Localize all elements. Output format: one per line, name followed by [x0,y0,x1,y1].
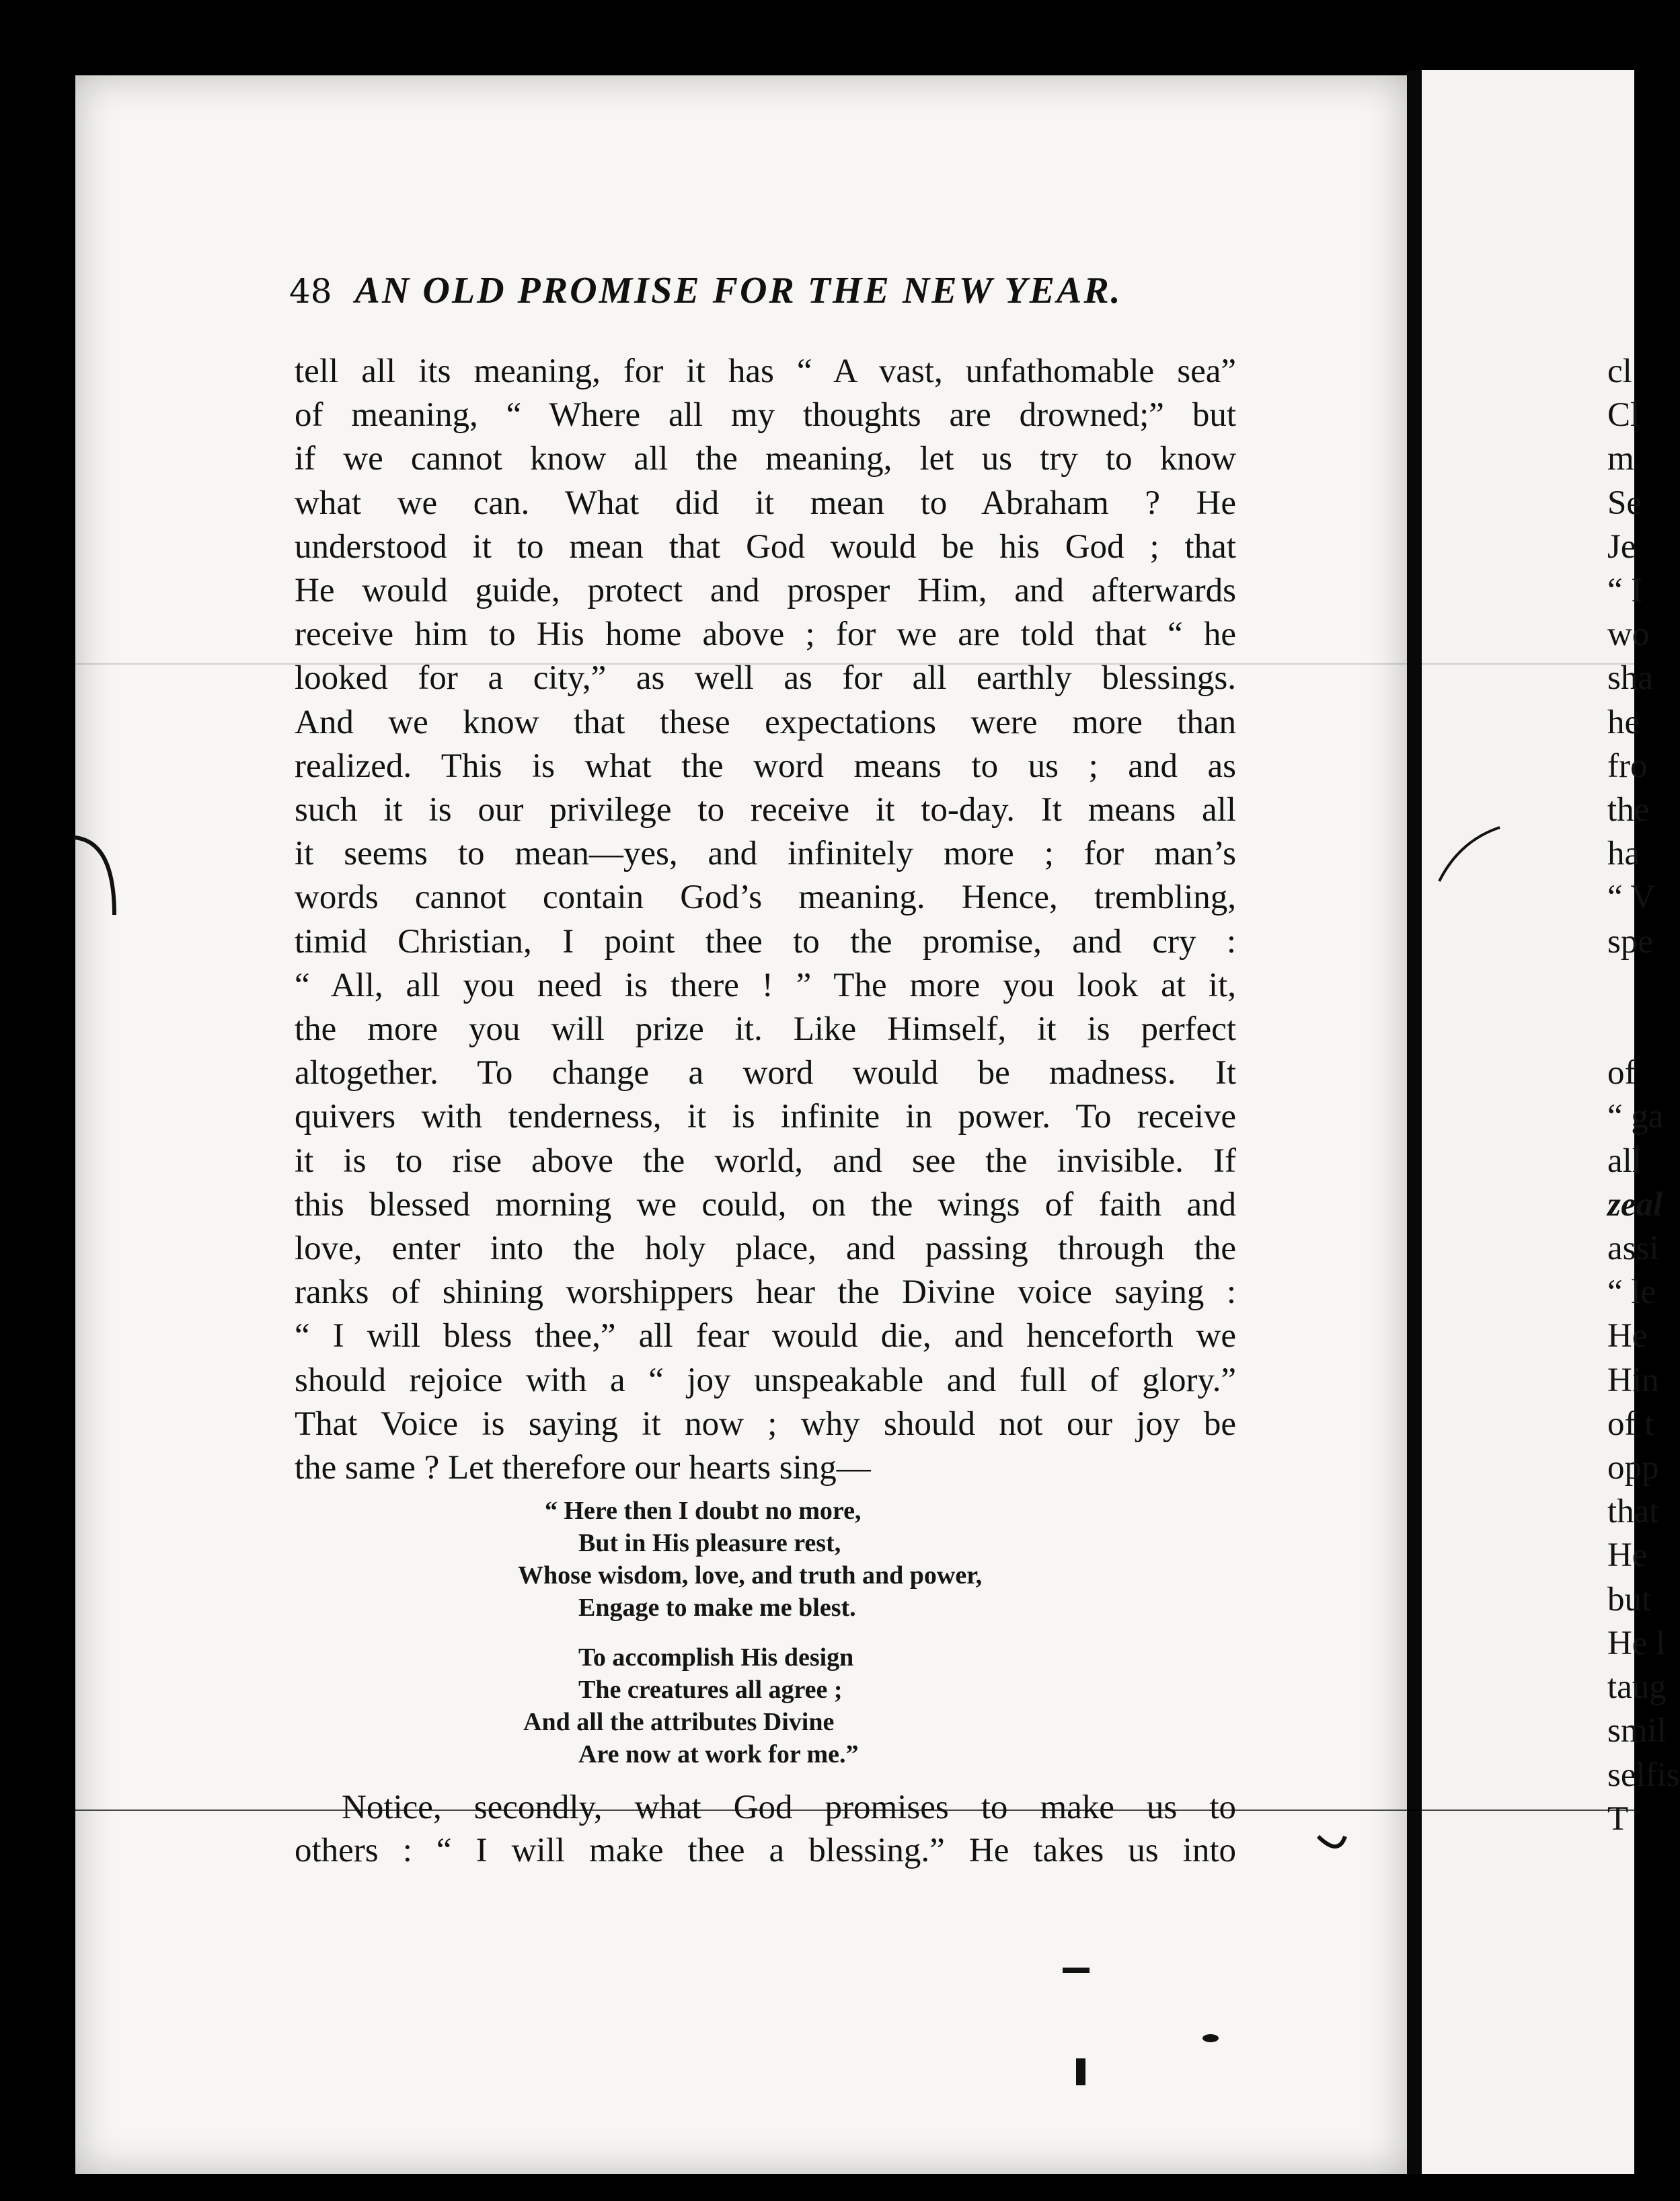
text-line: tell all its meaning, for it has “ A vast, unfathomable sea” [295,352,1236,390]
text-line: such it is our privilege to receive it to-day. It means all [295,791,1236,829]
text-fragment: ha [1607,835,1640,873]
text-fragment: wo [1607,615,1650,654]
text-line: what we can. What did it mean to Abraham ? He [295,484,1236,522]
text-fragment: cl [1607,352,1632,390]
text-fragment: zeal [1607,1185,1663,1224]
text-line: this blessed morning we could, on the wings of faith and [295,1185,1236,1224]
poem-line: Whose wisdom, love, and truth and power, [518,1561,983,1590]
text-fragment: of t [1607,1405,1654,1443]
text-fragment: “ ga [1607,1098,1664,1136]
text-line: words cannot contain God’s meaning. Hence, trembling, [295,879,1236,917]
text-line: understood it to mean that God would be his God ; that [295,527,1236,566]
text-fragment: sha [1607,659,1653,698]
text-fragment: spe [1607,922,1653,961]
text-line: others : “ I will make thee a blessing.” He takes us into [295,1832,1236,1869]
text-fragment: He l [1607,1624,1666,1662]
text-line: it seems to mean—yes, and infinitely more ; for man’s [295,835,1236,873]
poem-line: The creatures all agree ; [578,1676,843,1704]
text-fragment: Se [1607,484,1642,522]
poem-line: “ Here then I doubt no more, [545,1497,862,1525]
text-line: He would guide, protect and prosper Him, and afterwards [295,572,1236,610]
poem-line: Engage to make me blest. [578,1594,856,1622]
text-line: And we know that these expectations were more than [295,703,1236,741]
text-fragment: all [1607,1142,1642,1180]
poem-line: Are now at work for me.” [578,1740,859,1768]
text-line: the same ? Let therefore our hearts sing— [295,1449,871,1487]
text-line: receive him to His home above ; for we are told that “ he [295,615,1236,654]
text-line: of meaning, “ Where all my thoughts are drowned;” but [295,396,1236,435]
text-line: “ I will bless thee,” all fear would die, and henceforth we [295,1317,1236,1355]
poem-line: But in His pleasure rest, [578,1529,841,1557]
text-fragment: the [1607,791,1650,829]
text-line: if we cannot know all the meaning, let us try to know [295,440,1236,478]
text-fragment: Cl [1607,396,1640,435]
text-fragment: opp [1607,1449,1659,1487]
text-line: should rejoice with a “ joy unspeakable and full of glory.” [295,1361,1236,1399]
text-fragment: “ I [1607,572,1643,610]
text-line: realized. This is what the word means to us ; and as [295,747,1236,785]
text-fragment: smil [1607,1712,1667,1750]
text-line: it is to rise above the world, and see the invisible. If [295,1142,1236,1180]
poem-line: And all the attributes Divine [523,1708,835,1736]
text-line: looked for a city,” as well as for all earthly blessings. [295,659,1236,698]
text-line: “ All, all you need is there ! ” The more you look at it, [295,966,1236,1004]
page-number: 48 [289,272,332,311]
text-line: quivers with tenderness, it is infinite in power. To receive [295,1098,1236,1136]
text-line: love, enter into the holy place, and passing through the [295,1230,1236,1268]
text-fragment: that [1607,1493,1659,1531]
text-fragment: Je [1607,527,1636,566]
text-fragment: “ le [1607,1273,1656,1312]
text-line: timid Christian, I point thee to the promise, and cry : [295,922,1236,961]
text-fragment: “ V [1607,879,1656,917]
text-fragment: but [1607,1580,1652,1618]
text-fragment: assi [1607,1230,1659,1268]
text-fragment: of [1607,1054,1636,1092]
text-line: the more you will prize it. Like Himself, it is perfect [295,1010,1236,1049]
text-fragment: Hin [1607,1361,1659,1399]
text-fragment: he [1607,703,1640,741]
text-line: ranks of shining worshippers hear the Divine voice saying : [295,1273,1236,1312]
text-line: That Voice is saying it now ; why should not our joy be [295,1405,1236,1443]
text-fragment: m [1607,440,1634,478]
text-line: Notice, secondly, what God promises to make us to [342,1789,1236,1826]
text-fragment: He [1607,1536,1648,1575]
text-fragment: He [1607,1317,1648,1355]
text-fragment: T [1607,1799,1629,1838]
text-fragment: fro [1607,747,1648,785]
text-fragment: selfis [1607,1756,1680,1794]
poem-line: To accomplish His design [578,1643,854,1672]
text-fragment: taug [1607,1668,1667,1707]
running-title: AN OLD PROMISE FOR THE NEW YEAR. [354,270,1122,311]
text-line: altogether. To change a word would be madness. It [295,1054,1236,1092]
